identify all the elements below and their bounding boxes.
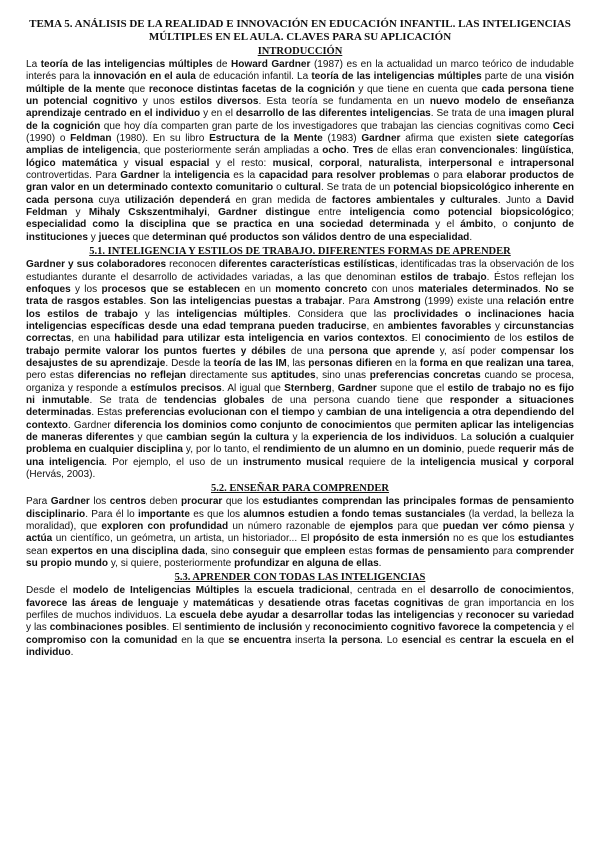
bold-term: ejemplos [349, 521, 394, 533]
bold-term: responder a situaciones determinadas [26, 394, 574, 419]
bold-term: habilidad para utilizar esta inteligencia en varios contextos [114, 333, 405, 345]
bold-term: desarrollo de las diferentes inteligencias [235, 108, 431, 120]
bold-term: alumnos estudien a fondo temas sustanciales [243, 508, 466, 520]
bold-term: que se establecen [150, 283, 241, 295]
bold-term: experiencia de los individuos [312, 431, 455, 443]
section-heading: INTRODUCCIÓN [257, 46, 343, 57]
bold-term: intrapersonal [510, 157, 575, 169]
bold-term: estilos diversos [180, 96, 259, 108]
title-line-1: TEMA 5. ANÁLISIS DE LA REALIDAD E INNOVACIÓN EN EDUCACIÓN INFANTIL. LAS INTELIGENCIAS [29, 18, 571, 30]
bold-term: inteligencias múltiples [176, 308, 288, 320]
bold-term: procesos [101, 283, 147, 295]
bold-term: interpersonal [428, 157, 493, 169]
bold-term: ocho [322, 145, 347, 157]
bold-term: diferencia los dominios como conjunto de conocimientos [113, 419, 392, 431]
bold-term: reconocer su variedad [465, 610, 574, 622]
bold-term: nuevo modelo de enseñanza aprendizaje centrado en el individuo [26, 96, 575, 120]
bold-term: formas de pensamiento [375, 545, 490, 557]
bold-term: teoría de las IM [213, 357, 287, 369]
bold-term: escuela tradicional [256, 585, 350, 597]
bold-term: Feldman [70, 133, 112, 145]
bold-term: Gardner [337, 382, 377, 394]
bold-term: enfoques [26, 283, 71, 295]
bold-term: reconoce distintas facetas de la cognición [148, 83, 355, 95]
bold-term: diferentes características estilísticas [219, 259, 395, 271]
bold-term: imagen plural de la cognición [26, 108, 574, 132]
bold-term: estudiantes comprendan las principales formas de pensamiento disciplinario [26, 496, 574, 520]
bold-term: matemáticas [192, 597, 254, 609]
bold-term: instrumento musical [243, 456, 344, 468]
bold-term: Son las inteligencias puestas a trabajar [149, 296, 343, 308]
bold-term: Ceci [552, 120, 574, 132]
bold-term: modelo de Inteligencias Múltiples [72, 585, 240, 597]
bold-term: capacidad para resolver problemas [258, 170, 430, 182]
bold-term: elaborar productos de gran valor en un determinado contexto comunitario [26, 170, 575, 194]
bold-term: estímulos precisos [130, 382, 222, 394]
bold-term: conjunto de instituciones [26, 219, 574, 243]
bold-term: tendencias globales [164, 394, 265, 406]
bold-term: Mihaly Cskszentmihalyi [88, 207, 208, 219]
bold-term: siete categorías amplias de inteligencia [26, 133, 574, 157]
bold-term: lingüística [521, 145, 572, 157]
bold-term: innovación en el aula [93, 71, 196, 83]
bold-term: materiales determinados [418, 283, 539, 295]
bold-term: cambian según la cultura [166, 431, 289, 443]
bold-term: Tres [352, 145, 374, 157]
section-heading: 5.1. INTELIGENCIA Y ESTILOS DE TRABAJO. DIFERENTES FORMAS DE APRENDER [89, 246, 511, 258]
bold-term: especialidad como la disciplina que se practica en una sociedad determinada [26, 219, 430, 231]
bold-term: exploren con profundidad [101, 521, 229, 533]
bold-term: expertos en una disciplina dada [50, 545, 205, 557]
bold-term: preferencias evolucionan con el tiempo [125, 407, 315, 419]
document-title [26, 18, 574, 44]
bold-term: estilos de trabajo [400, 271, 487, 283]
bold-term: reconocimiento cognitivo favorece la competencia [313, 622, 556, 634]
section-paragraph: Gardner y sus colaboradores reconocen diferentes características estilísticas, identificadas tras la observación de los estudiantes durante el desarrollo de actividades variadas, a las que denominan estilos de trabajo. Éstos reflejan los enfoques y los procesos que se establecen en un momento concreto con unos materiales determinados. No se trata de rasgos estables. Son las inteligencias puestas a trabajar. Para Amstrong (1999) existe una relación entre los estilos de trabajo y las inteligencias múltiples. Considera que las proclividades o inclinaciones hacia inteligencias específicas desde una edad temprana pueden traducirse, en ambientes favorables y circunstancias correctas, en una habilidad para utilizar esta inteligencia en varios contextos. El conocimiento de los estilos de trabajo permite valorar los puntos fuertes y débiles de una persona que aprende y, así poder compensar los desajustes de su aprendizaje. Desde la teoría de las IM, las personas difieren en la forma en que realizan una tarea, pero estas diferencias no reflejan directamente sus aptitudes, sino unas preferencias concretas cuando se procesa, organiza y responde a estímulos precisos. Al igual que Sternberg, Gardner supone que el estilo de trabajo no es fijo ni inmutable. Se trata de tendencias globales de una persona cuando tiene que responder a situaciones determinadas. Estas preferencias evolucionan con el tiempo y cambian de una inteligencia a otra dependiendo del contexto. Gardner diferencia los dominios como conjunto de conocimientos que permiten aplicar las inteligencias de maneras diferentes y que cambian según la cultura y la experiencia de los individuos. La solución a cualquier problema en cualquier disciplina y, por lo tanto, el rendimiento de un alumno en un dominio, puede requerir más de una inteligencia. Por ejemplo, el uso de un instrumento musical requiere de la inteligencia musical y corporal (Hervás, 2003). [26, 259, 575, 480]
bold-term: la persona [328, 634, 381, 646]
bold-term: momento concreto [275, 283, 368, 295]
bold-term: teoría de las inteligencias múltiples [40, 59, 213, 70]
bold-term: relación entre los estilos de trabajo [26, 296, 574, 320]
bold-term: Gardner [50, 496, 90, 508]
bold-term: Estructura de la Mente [209, 133, 323, 145]
bold-term: difieren [355, 357, 393, 369]
bold-term: convencionales [439, 145, 516, 157]
bold-term: procurar [181, 496, 223, 508]
bold-term: favorece las áreas de lenguaje [26, 597, 179, 609]
bold-term: Gardner distingue [218, 207, 311, 219]
bold-term: Gardner y sus colaboradores [26, 259, 167, 271]
bold-term: propósito de esta inmersión [312, 533, 450, 545]
bold-term: esencial [401, 634, 442, 646]
bold-term: conseguir que empleen [232, 545, 346, 557]
bold-term: jueces [98, 231, 130, 243]
section-heading: 5.3. APRENDER CON TODAS LAS INTELIGENCIAS [174, 572, 426, 584]
bold-term: estudiantes [518, 533, 574, 545]
bold-term: compensar los desajustes de su aprendizaje [26, 345, 574, 369]
bold-term: compromiso con la comunidad [26, 634, 178, 646]
bold-term: puedan ver cómo piensa [442, 521, 565, 533]
bold-term: actúa [26, 533, 53, 545]
bold-term: escuela debe ayudar a desarrollar todas las inteligencias [179, 610, 455, 622]
bold-term: permiten aplicar las inteligencias de maneras diferentes [26, 419, 574, 443]
bold-term: desarrollo de conocimientos [430, 585, 572, 597]
bold-term: circunstancias correctas [26, 320, 574, 345]
bold-term: cada persona tiene un potencial cognitivo [26, 83, 574, 108]
section-paragraph: Desde el modelo de Inteligencias Múltiples la escuela tradicional, centrada en el desarrollo de conocimientos, favorece las áreas de lenguaje y matemáticas y desatiende otras facetas cognitivas de gran importancia en los perfiles de muchos individuos. La escuela debe ayudar a desarrollar todas las inteligencias y reconocer su variedad y las combinaciones posibles. El sentimiento de inclusión y reconocimiento cognitivo favorece la competencia y el compromiso con la comunidad en la que se encuentra inserta la persona. Lo esencial es centrar la escuela en el individuo. [26, 585, 575, 659]
bold-term: aptitudes [270, 370, 316, 382]
bold-term: conocimiento [424, 333, 491, 345]
bold-term: visión múltiple de la mente [26, 71, 574, 95]
bold-term: proclividades o inclinaciones hacia inteligencias específicas desde una edad temprana pueden traducirse [26, 308, 574, 332]
bold-term: inteligencia como potencial biopsicológico [349, 207, 572, 219]
bold-term: factores ambientales y culturales [331, 194, 498, 206]
bold-term: sentimiento de inclusión [184, 622, 303, 634]
bold-term: potencial biopsicológico inherente en cada persona [26, 182, 575, 206]
bold-term: Sternberg [284, 382, 332, 394]
bold-term: requerir más de una inteligencia [26, 444, 575, 468]
bold-term: teoría de las inteligencias múltiples [311, 71, 482, 83]
bold-term: determinan qué productos son válidos dentro de una especialidad [152, 231, 470, 243]
bold-term: inteligencia musical y corporal [420, 456, 574, 468]
bold-term: estilo de trabajo no es fijo ni inmutable [26, 382, 575, 406]
section-paragraph: Para Gardner los centros deben procurar que los estudiantes comprendan las principales formas de pensamiento disciplinario. Para él lo importante es que los alumnos estudien a fondo temas sustanciales (la verdad, la belleza la moralidad), que exploren con profundidad un número razonable de ejemplos para que puedan ver cómo piensa y actúa un científico, un geómetra, un artista, un historiador... El propósito de esta inmersión no es que los estudiantes sean expertos en una disciplina dada, sino conseguir que empleen estas formas de pensamiento para comprender su propio mundo y, si quiere, posteriormente profundizar en alguna de ellas. [26, 496, 574, 570]
bold-term: David Feldman [26, 194, 574, 219]
bold-term: profundizar en alguna de ellas [234, 558, 379, 570]
bold-term: utilización dependerá [125, 194, 231, 206]
bold-term: combinaciones posibles [49, 622, 167, 634]
bold-term: Gardner [361, 133, 401, 145]
bold-term: ambientes favorables [387, 320, 492, 332]
bold-term: importante [138, 508, 190, 520]
bold-term: preferencias concretas [369, 370, 481, 382]
bold-term: musical [272, 157, 311, 169]
bold-term: corporal [319, 157, 360, 169]
section-paragraph: La teoría de las inteligencias múltiples de Howard Gardner (1987) es en la actualidad un marco teórico de indudable interés para la innovación en el aula de educación infantil. La teoría de las inteligencias múltiples parte de una visión múltiple de la mente que reconoce distintas facetas de la cognición y que tiene en cuenta que cada persona tiene un potencial cognitivo y unos estilos diversos. Esta teoría se fundamenta en un nuevo modelo de enseñanza aprendizaje centrado en el individuo y en el desarrollo de las diferentes inteligencias. Se trata de una imagen plural de la cognición que hoy día comparten gran parte de los investigadores que trabajan las ciencias cognitivas como Ceci (1990) o Feldman (1980). En su libro Estructura de la Mente (1983) Gardner afirma que existen siete categorías amplias de inteligencia, que posteriormente serán ampliadas a ocho. Tres de ellas eran convencionales: lingüística, lógico matemática y visual espacial y el resto: musical, corporal, naturalista, interpersonal e intrapersonal controvertidas. Para Gardner la inteligencia es la capacidad para resolver problemas o para elaborar productos de gran valor en un determinado contexto comunitario o cultural. Se trata de un potencial biopsicológico inherente en cada persona cuya utilización dependerá en gran medida de factores ambientales y culturales. Junto a David Feldman y Mihaly Cskszentmihalyi, Gardner distingue entre inteligencia como potencial biopsicológico; especialidad como la disciplina que se practica en una sociedad determinada y el ámbito, o conjunto de instituciones y jueces que determinan qué productos son válidos dentro de una especialidad. [26, 59, 575, 243]
bold-term: persona que aprende [328, 345, 435, 357]
bold-term: No se trata de rasgos estables [26, 283, 574, 308]
bold-term: inteligencia [174, 170, 230, 182]
bold-term: personas [308, 357, 353, 369]
document-page [26, 18, 574, 659]
bold-term: cultural [284, 182, 321, 194]
bold-term: naturalista [368, 157, 420, 169]
bold-term: Amstrong [373, 296, 421, 308]
bold-term: se encuentra [228, 634, 292, 646]
bold-term: Gardner [120, 170, 160, 182]
bold-term: comprender su propio mundo [26, 545, 574, 570]
bold-term: solución a cualquier problema en cualquier disciplina [26, 431, 574, 456]
bold-term: estilos de trabajo permite valorar los puntos fuertes y débiles [26, 333, 574, 357]
bold-term: ámbito [460, 219, 494, 231]
bold-term: cambian de una inteligencia a otra dependiendo del contexto [26, 407, 574, 431]
bold-term: forma en que realizan una tarea [419, 357, 572, 369]
bold-term: visual espacial [134, 157, 210, 169]
bold-term: diferencias no reflejan [77, 370, 187, 382]
title-line-2: MÚLTIPLES EN EL AULA. CLAVES PARA SU APLICACIÓN [148, 31, 452, 43]
bold-term: desatiende otras facetas cognitivas [268, 597, 444, 609]
bold-term: centros [109, 496, 147, 508]
bold-term: lógico matemática [26, 157, 118, 169]
section-heading: 5.2. ENSEÑAR PARA COMPRENDER [210, 483, 390, 495]
bold-term: Howard Gardner [230, 59, 311, 70]
bold-term: rendimiento de un alumno en un dominio [263, 444, 462, 456]
bold-term: centrar la escuela en el individuo [26, 634, 574, 659]
